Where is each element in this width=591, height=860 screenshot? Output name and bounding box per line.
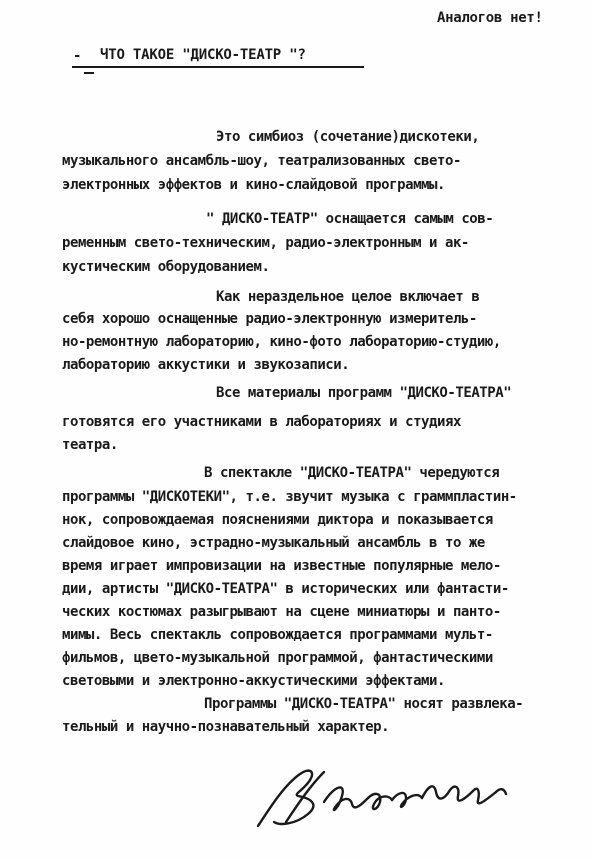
- text-line: электронных эффектов и кино-слайдовой программы.: [62, 177, 445, 193]
- text-line: " ДИСКО-ТЕАТР" оснащается самым сов-: [206, 211, 494, 227]
- text-line: световыми и электронно-аккустическими эффектами.: [62, 673, 445, 689]
- title-dash: -: [73, 48, 82, 64]
- text-line: готовятся его участниками в лабораториях и студиях: [62, 414, 461, 430]
- text-line: дии, артисты "ДИСКО-ТЕАТРА" в исторических или фантасти-: [62, 581, 509, 597]
- text-line: нок, сопровождаемая пояснениями диктора и показывается: [62, 512, 493, 528]
- text-line: В спектакле "ДИСКО-ТЕАТРА" чередуются: [204, 465, 500, 481]
- title-tick-mark: [84, 72, 94, 74]
- text-line: тельный и научно-познавательный характер.: [62, 719, 390, 735]
- text-line: себя хорошо оснащенные радио-электронную измеритель-: [62, 311, 477, 327]
- text-line: Как нераздельное целое включает в: [216, 289, 480, 305]
- document-title: ЧТО ТАКОЕ "ДИСКО-ТЕАТР "?: [100, 47, 306, 63]
- text-line: фильмов, цвето-музыкальной программой, фантастическими: [62, 650, 493, 666]
- text-line: но-ремонтную лабораторию, кино-фото лабораторию-студию,: [62, 334, 501, 350]
- header-tag: Аналогов нет!: [437, 10, 543, 26]
- text-line: мимы. Весь спектакль сопровождается программами мульт-: [62, 627, 493, 643]
- text-line: Все материалы программ "ДИСКО-ТЕАТРА": [216, 385, 512, 401]
- text-line: Программы "ДИСКО-ТЕАТРА" носят развлека-: [204, 696, 524, 712]
- text-line: театра.: [62, 437, 118, 453]
- text-line: слайдовое кино, эстрадно-музыкальный ансамбль в то же: [62, 535, 485, 551]
- text-line: музыкального ансамбль-шоу, театрализованных свето-: [62, 153, 461, 169]
- text-line: лабораторию аккустики и звукозаписи.: [62, 357, 350, 373]
- text-line: ременным свето-техническим, радио-электронным и ак-: [62, 235, 469, 251]
- text-line: программы "ДИСКОТЕКИ", т.е. звучит музыка с граммпластин-: [62, 489, 517, 505]
- title-underline: [72, 66, 364, 68]
- text-line: ческих костюмах разыгрывают на сцене миниатюры и панто-: [62, 604, 501, 620]
- text-line: время играет импровизации на известные популярные мело-: [62, 558, 501, 574]
- text-line: Это симбиоз (сочетание)дискотеки,: [216, 129, 480, 145]
- text-line: кустическим оборудованием.: [62, 259, 270, 275]
- handwritten-signature: [238, 756, 538, 836]
